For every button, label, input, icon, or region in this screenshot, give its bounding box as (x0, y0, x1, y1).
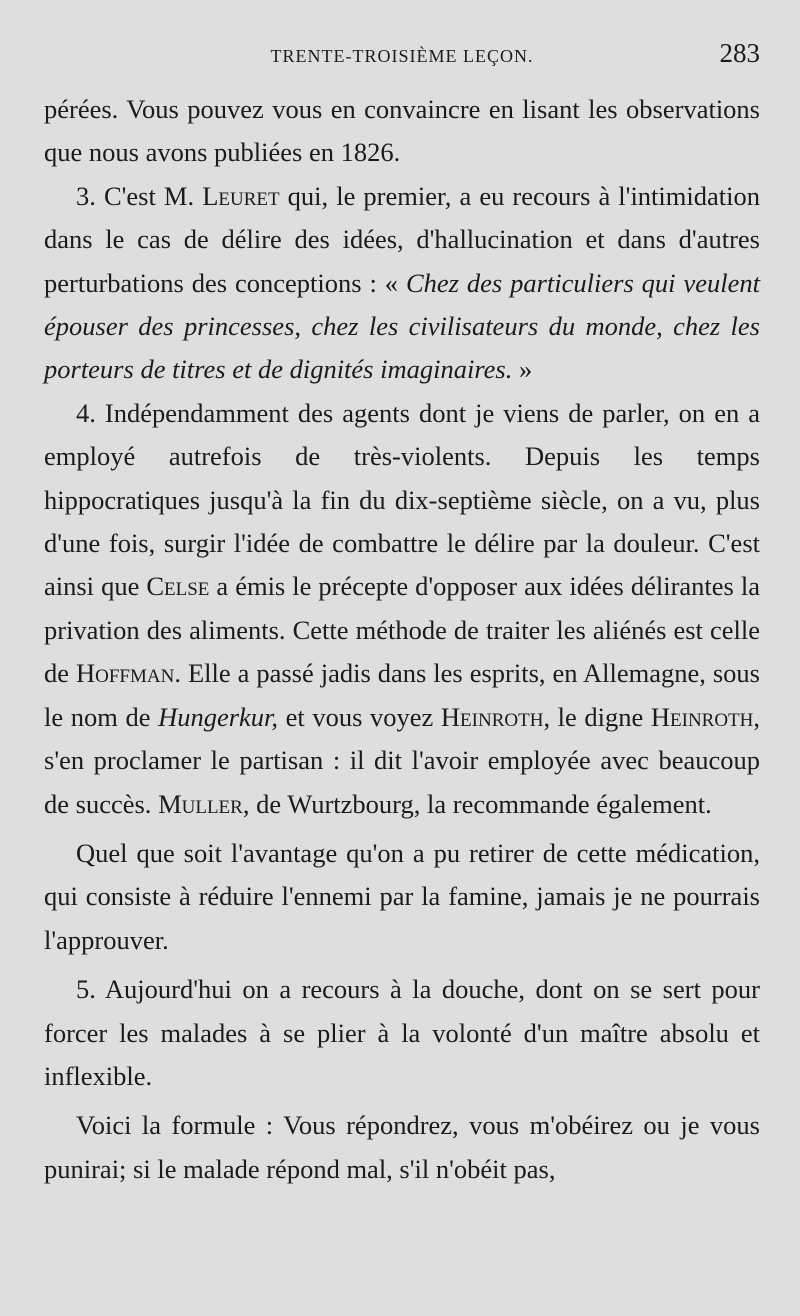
text-run: qui, le premier, a eu recours à l'intimidation dans le cas de délire des idées, d'hallucination et dans d'autres perturbations des conceptions : « (44, 180, 760, 298)
paragraph-4 (44, 392, 760, 826)
paragraph-continued: pérées. Vous pouvez vous en convaincre en lisant les observations que nous avons publiées en 1826. (44, 94, 760, 168)
paragraph-formula: Voici la formule : Vous répondrez, vous m'obéirez ou je vous punirai; si le malade répond mal, s'il n'obéit pas, (44, 1110, 760, 1184)
text-run: 3. C'est M. (76, 180, 203, 211)
text-run: a émis le précepte d'opposer aux idées délirantes la privation des aliments. Cette méthode de traiter les aliénés est celle de (44, 571, 760, 689)
running-head: TRENTE-TROISIÈME LEÇON. (270, 46, 534, 66)
author-name: Heinroth (440, 701, 544, 732)
author-name: Hoffman (76, 658, 175, 689)
page-number: 283 (719, 38, 760, 68)
text-run: et vous voyez (278, 701, 441, 732)
page-header (44, 38, 760, 78)
text-run: » (512, 354, 533, 385)
body-text (44, 88, 760, 1191)
paragraph-argument: Quel que soit l'avantage qu'on a pu retirer de cette médication, qui consiste à réduire l'ennemi par la famine, jamais je ne pourrais l'approuver. (44, 837, 760, 955)
author-name: Muller (158, 788, 243, 819)
text-run: . Elle a passé jadis dans les esprits, en Allemagne, sous le nom de (44, 658, 760, 732)
author-name: Heinroth (650, 701, 754, 732)
author-name: Celse (146, 571, 210, 602)
italic-term: Hungerkur, (158, 701, 279, 732)
author-name: Leuret (202, 180, 280, 211)
text-run: , le digne (543, 701, 651, 732)
italic-quote: Chez des particuliers qui veulent épouser des princesses, chez les civilisateurs du monde, chez les porteurs de titres et de dignités imaginaires. (44, 267, 760, 385)
text-run: 4. Indépendamment des agents dont je viens de parler, on en a employé autrefois de très-violents. Depuis les temps hippocratiques jusqu'à la fin du dix-septième siècle, on a vu, plus d'une fois, surgir l'idée de combattre le délire par la douleur. C'est ainsi que (44, 397, 760, 602)
paragraph-5: 5. Aujourd'hui on a recours à la douche, dont on se sert pour forcer les malades à se plier à la volonté d'un maître absolu et inflexible. (44, 974, 760, 1091)
paragraph-3 (44, 175, 760, 392)
text-run: , s'en proclamer le partisan : il dit l'avoir employée avec beaucoup de succès. (44, 701, 761, 819)
text-run: , de Wurtzbourg, la recommande également. (242, 788, 712, 819)
